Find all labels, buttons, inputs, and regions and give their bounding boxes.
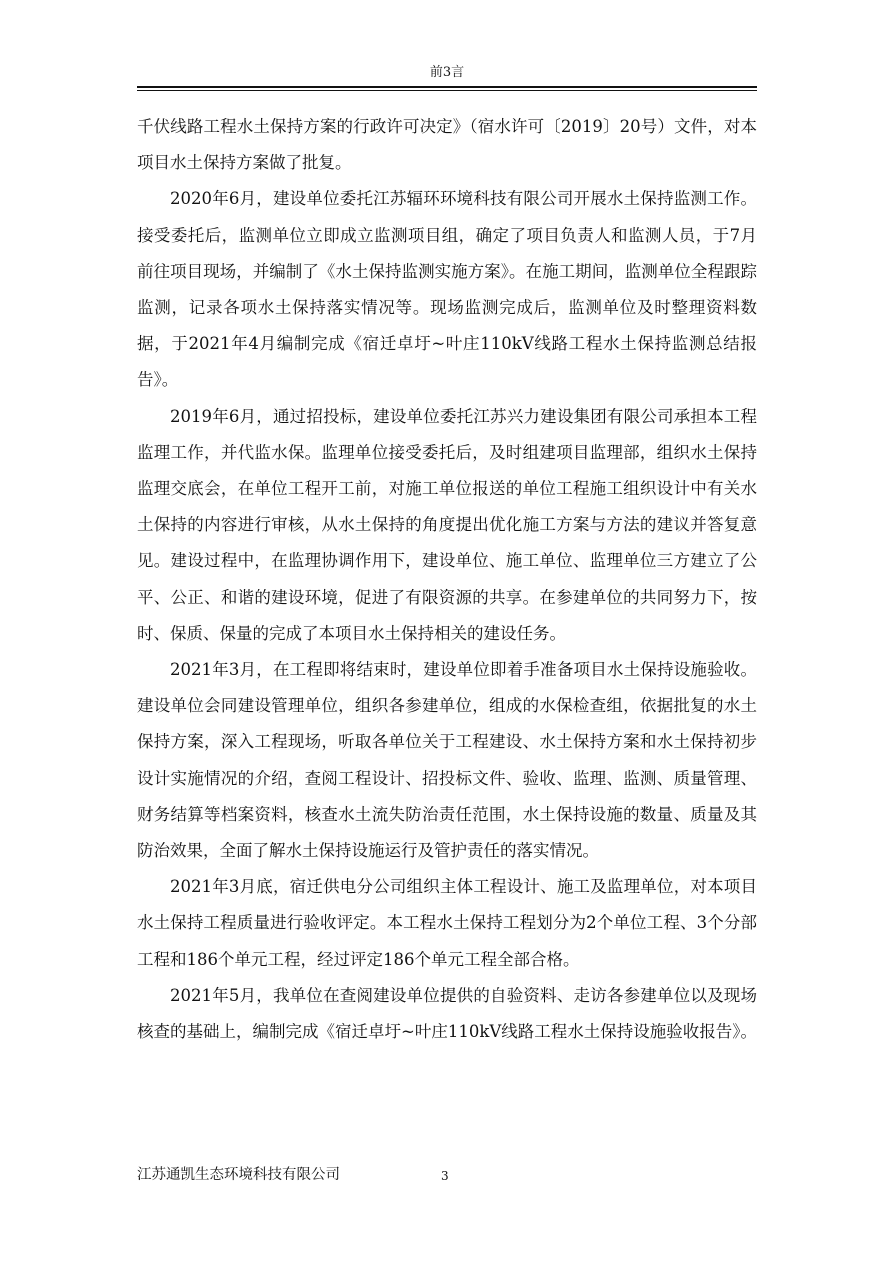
footer-company-name: 江苏通凯生态环境科技有限公司	[137, 1167, 340, 1183]
paragraph-quality-evaluation: 2021年3月底，宿迁供电分公司组织主体工程设计、施工及监理单位，对本项目水土保持工程质量进行验收评定。本工程水土保持工程划分为2个单位工程、3个分部工程和186个单元工程，经过评定186个单元工程全部合格。	[137, 877, 757, 969]
document-body	[137, 109, 757, 1050]
page-header-title: 前3言	[429, 65, 465, 80]
header-divider	[137, 86, 757, 88]
paragraph-acceptance-preparation: 2021年3月，在工程即将结束时，建设单位即着手准备项目水土保持设施验收。建设单位会同建设管理单位，组织各参建单位，组成的水保检查组，依据批复的水土保持方案，深入工程现场，听取各单位关于工程建设、水土保持方案和水土保持初步设计实施情况的介绍，查阅工程设计、招投标文件、验收、监理、监测、质量管理、财务结算等档案资料，核查水土流失防治责任范围，水土保持设施的数量、质量及其防治效果，全面了解水土保持设施运行及管护责任的落实情况。	[137, 660, 757, 861]
page-number: 3	[441, 1169, 449, 1183]
paragraph-continuation: 千伏线路工程水土保持方案的行政许可决定》（宿水许可〔2019〕20号）文件，对本项目水土保持方案做了批复。	[137, 117, 757, 173]
paragraph-supervision: 2019年6月，通过招投标，建设单位委托江苏兴力建设集团有限公司承担本工程监理工作，并代监水保。监理单位接受委托后，及时组建项目监理部，组织水土保持监理交底会，在单位工程开工前，对施工单位报送的单位工程施工组织设计中有关水土保持的内容进行审核，从水土保持的角度提出优化施工方案与方法的建议并答复意见。建设过程中，在监理协调作用下，建设单位、施工单位、监理单位三方建立了公平、公正、和谐的建设环境，促进了有限资源的共享。在参建单位的共同努力下，按时、保质、保量的完成了本项目水土保持相关的建设任务。	[137, 406, 757, 643]
paragraph-monitoring: 2020年6月，建设单位委托江苏辐环环境科技有限公司开展水土保持监测工作。接受委托后，监测单位立即成立监测项目组，确定了项目负责人和监测人员，于7月前往项目现场，并编制了《水土保持监测实施方案》。在施工期间，监测单位全程跟踪监测，记录各项水土保持落实情况等。现场监测完成后，监测单位及时整理资料数据，于2021年4月编制完成《宿迁卓圩~叶庄110kV线路工程水土保持监测总结报告》。	[137, 189, 757, 390]
paragraph-report-completion: 2021年5月，我单位在查阅建设单位提供的自验资料、走访各参建单位以及现场核查的基础上，编制完成《宿迁卓圩~叶庄110kV线路工程水土保持设施验收报告》。	[137, 985, 757, 1042]
header-divider-thin	[137, 90, 757, 91]
